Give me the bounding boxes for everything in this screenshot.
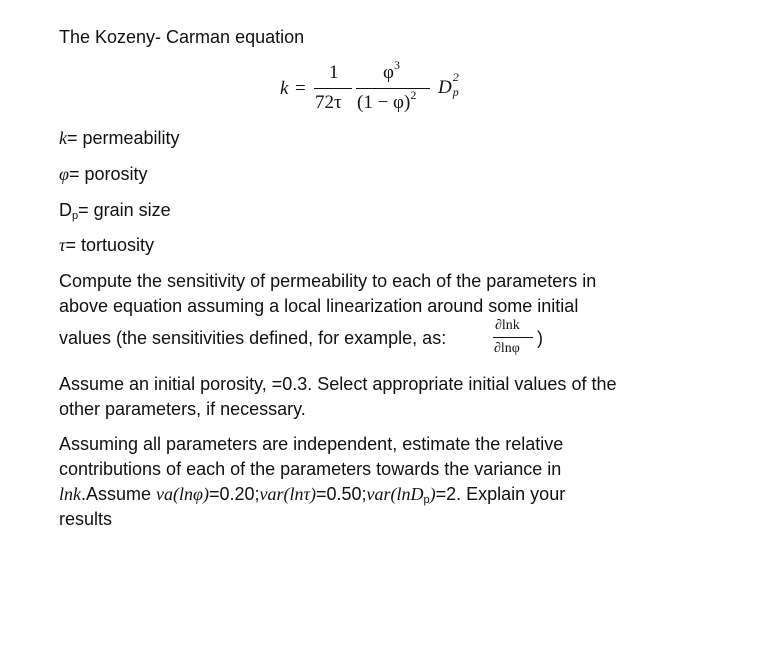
eq-frac1-denominator: 72τ xyxy=(315,92,342,113)
eq-grain-size-term: D 2 p xyxy=(438,70,459,99)
para1-line1: Compute the sensitivity of permeability to each of the parameters in xyxy=(59,271,597,291)
para3-line3: lnk.Assume va(lnφ)=0.20;var(lnτ)=0.50;var(lnDp)=2. Explain your xyxy=(59,484,566,506)
para2-line1: Assume an initial porosity, =0.3. Select appropriate initial values of the xyxy=(59,374,617,394)
para1-line3: values (the sensitivities defined, for example, as: xyxy=(59,328,447,348)
definition-porosity: φ= porosity xyxy=(59,164,148,184)
eq-equals: = xyxy=(295,78,306,99)
page-title: The Kozeny- Carman equation xyxy=(59,27,305,47)
definition-grain-size: Dp= grain size xyxy=(59,200,171,222)
eq-frac2-bar xyxy=(356,88,430,89)
para3-line2: contributions of each of the parameters towards the variance in xyxy=(59,459,562,479)
eq-frac2-numerator: $\varphi^3$ xyxy=(383,58,400,83)
eq-lhs: k xyxy=(280,78,289,99)
sensitivity-numerator: ∂lnk xyxy=(495,318,520,333)
para3-line4: results xyxy=(59,509,113,529)
para1-line2: above equation assuming a local linearization around some initial xyxy=(59,296,579,316)
eq-frac1-bar xyxy=(314,88,352,89)
eq-frac2-denominator: $(1 - \varphi)^2$ xyxy=(357,88,417,113)
sensitivity-denominator: ∂lnφ xyxy=(494,341,520,356)
definition-permeability: k= permeability xyxy=(59,128,180,148)
sensitivity-bar xyxy=(493,337,533,338)
definition-tortuosity: τ= tortuosity xyxy=(59,235,154,255)
eq-frac1-numerator: 1 xyxy=(329,62,339,83)
para1-close-paren: ) xyxy=(537,328,543,348)
para3-line1: Assuming all parameters are independent, estimate the relative xyxy=(59,434,564,454)
para2-line2: other parameters, if necessary. xyxy=(59,399,306,419)
